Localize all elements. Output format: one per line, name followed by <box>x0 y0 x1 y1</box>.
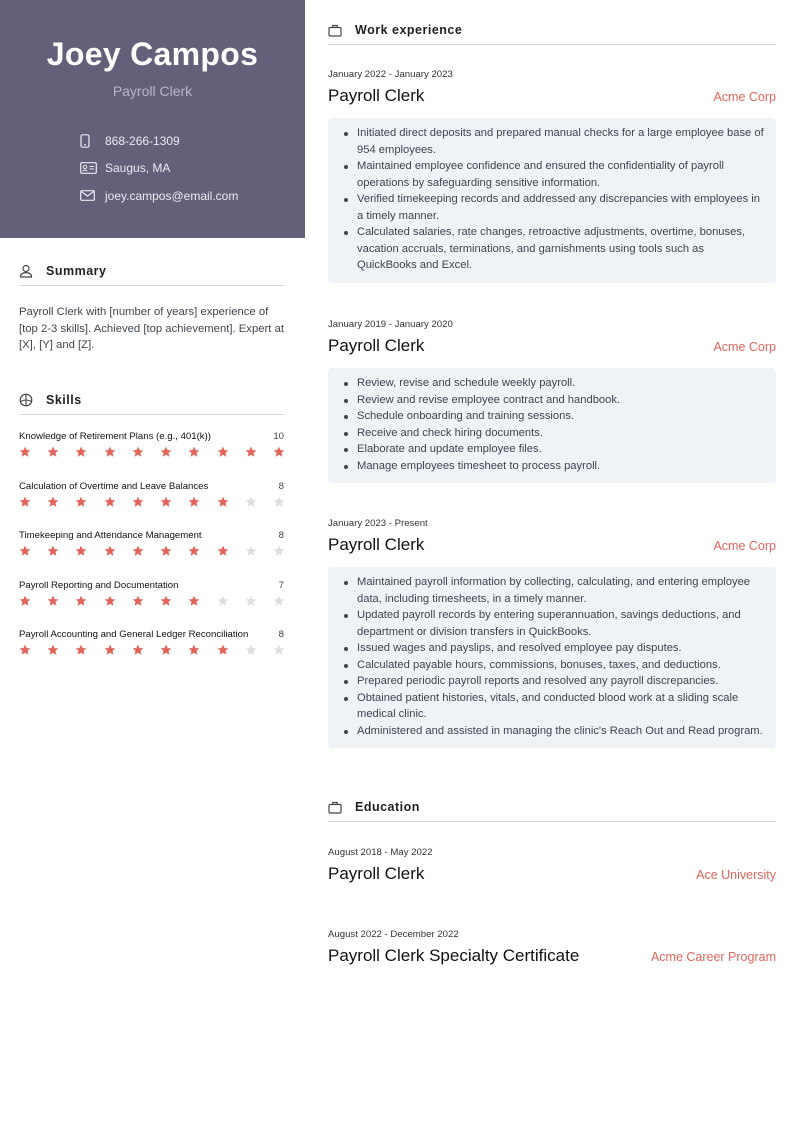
star-icon <box>273 496 285 508</box>
skill-name: Calculation of Overtime and Leave Balances <box>19 480 209 492</box>
id-card-icon <box>80 160 102 176</box>
star-icon <box>75 446 87 458</box>
sidebar <box>0 0 305 1128</box>
location-text: Saugus, MA <box>105 161 171 176</box>
skill-row <box>19 629 285 640</box>
star-icon <box>47 545 59 557</box>
skill-item <box>19 580 285 630</box>
edu-dates: August 2022 - December 2022 <box>328 929 459 940</box>
bullet-item: Prepared periodic payroll reports and resolved any payroll discrepancies. <box>357 673 766 690</box>
bullet-item: Verified timekeeping records and addressed any discrepancies with employees in a timely manner. <box>357 191 766 224</box>
star-icon <box>75 644 87 656</box>
star-icon <box>104 595 116 607</box>
star-icon <box>47 496 59 508</box>
skill-name: Payroll Reporting and Documentation <box>19 579 179 591</box>
star-rating <box>19 595 285 607</box>
contact-phone <box>80 127 305 155</box>
bullet-item: Review, revise and schedule weekly payroll. <box>357 375 766 392</box>
skill-row <box>19 431 285 442</box>
envelope-icon <box>80 188 102 204</box>
contact-email <box>80 182 305 210</box>
job-company: Acme Corp <box>713 340 776 354</box>
work-title: Work experience <box>355 23 463 37</box>
star-icon <box>160 496 172 508</box>
skill-level: 7 <box>278 579 284 591</box>
job-title-row <box>328 535 776 555</box>
globe-icon <box>19 393 37 407</box>
star-icon <box>132 595 144 607</box>
education-section <box>328 800 776 822</box>
star-icon <box>188 595 200 607</box>
star-icon <box>188 644 200 656</box>
profile-header <box>0 0 305 238</box>
skill-name: Knowledge of Retirement Plans (e.g., 401(k)) <box>19 431 211 442</box>
person-name: Joey Campos <box>46 36 259 72</box>
star-icon <box>75 496 87 508</box>
edu-dates: August 2018 - May 2022 <box>328 847 433 858</box>
job-dates: January 2019 - January 2020 <box>328 319 453 330</box>
skills-title: Skills <box>46 393 82 407</box>
education-heading <box>328 800 776 822</box>
star-icon <box>273 644 285 656</box>
bullet-item: Elaborate and update employee files. <box>357 441 766 458</box>
bullet-item: Schedule onboarding and training sessions. <box>357 408 766 425</box>
star-icon <box>19 496 31 508</box>
star-rating <box>19 644 285 656</box>
job-company: Acme Corp <box>713 90 776 104</box>
work-section <box>328 23 776 45</box>
summary-heading <box>19 264 285 286</box>
skill-row <box>19 580 285 591</box>
job-entry <box>328 319 776 483</box>
bullet-item: Obtained patient histories, vitals, and conducted blood work at a sliding scale medical clinic. <box>357 690 766 723</box>
job-dates: January 2022 - January 2023 <box>328 69 453 80</box>
briefcase-icon <box>328 23 346 37</box>
job-dates: January 2023 - Present <box>328 518 428 529</box>
bullet-item: Issued wages and payslips, and resolved employee pay disputes. <box>357 640 766 657</box>
star-icon <box>273 446 285 458</box>
star-icon <box>245 545 257 557</box>
education-entry <box>328 929 776 966</box>
star-icon <box>217 644 229 656</box>
job-title-row <box>328 86 776 106</box>
phone-icon <box>80 133 102 149</box>
star-icon <box>104 446 116 458</box>
contact-list <box>80 127 305 210</box>
star-icon <box>19 644 31 656</box>
star-icon <box>132 644 144 656</box>
edu-title: Payroll Clerk Specialty Certificate <box>328 946 580 965</box>
bullet-item: Review and revise employee contract and handbook. <box>357 392 766 409</box>
star-icon <box>47 644 59 656</box>
person-role: Payroll Clerk <box>112 83 193 99</box>
star-icon <box>273 595 285 607</box>
bullet-item: Calculated payable hours, commissions, bonuses, taxes, and deductions. <box>357 657 766 674</box>
job-entry <box>328 518 776 748</box>
star-icon <box>273 545 285 557</box>
star-icon <box>132 496 144 508</box>
bullet-item: Administered and assisted in managing the clinic's Reach Out and Read program. <box>357 723 766 740</box>
skill-level: 8 <box>278 480 284 492</box>
star-icon <box>47 446 59 458</box>
bullet-item: Manage employees timesheet to process payroll. <box>357 458 766 475</box>
edu-title: Payroll Clerk <box>328 864 425 883</box>
star-icon <box>188 446 200 458</box>
job-title: Payroll Clerk <box>328 336 425 355</box>
skill-name: Payroll Accounting and General Ledger Reconciliation <box>19 629 249 640</box>
star-icon <box>104 545 116 557</box>
star-icon <box>19 545 31 557</box>
skill-level: 10 <box>273 431 284 442</box>
skill-item <box>19 431 285 481</box>
star-icon <box>245 446 257 458</box>
skills-list <box>19 431 285 679</box>
bullet-item: Maintained employee confidence and ensured the confidentiality of payroll operations by safeguarding sensitive information. <box>357 158 766 191</box>
skill-row <box>19 481 285 492</box>
star-icon <box>75 545 87 557</box>
star-rating <box>19 496 285 508</box>
skill-level: 8 <box>278 629 284 640</box>
skills-heading <box>19 393 285 415</box>
phone-text[interactable]: 868-266-1309 <box>105 133 180 148</box>
star-icon <box>245 595 257 607</box>
star-icon <box>217 545 229 557</box>
job-bullets <box>328 118 776 283</box>
summary-section <box>19 264 285 354</box>
job-bullets <box>328 368 776 483</box>
star-icon <box>160 644 172 656</box>
edu-school: Ace University <box>696 868 776 882</box>
job-title: Payroll Clerk <box>328 535 425 554</box>
person-icon <box>19 264 37 278</box>
skill-level: 8 <box>278 530 284 541</box>
skills-section <box>19 393 285 679</box>
star-icon <box>160 595 172 607</box>
star-rating <box>19 545 285 557</box>
job-bullets <box>328 567 776 748</box>
briefcase-icon <box>328 800 346 814</box>
skill-item <box>19 481 285 531</box>
skill-item <box>19 530 285 580</box>
star-icon <box>188 496 200 508</box>
star-icon <box>160 446 172 458</box>
star-icon <box>132 446 144 458</box>
job-title: Payroll Clerk <box>328 86 425 105</box>
edu-title-row <box>328 864 776 884</box>
email-link[interactable]: joey.campos@email.com <box>105 188 239 203</box>
summary-title: Summary <box>46 264 107 278</box>
star-icon <box>217 595 229 607</box>
contact-location <box>80 155 305 183</box>
bullet-item: Maintained payroll information by collecting, calculating, and entering employee data, including timesheets, in a timely manner. <box>357 574 766 607</box>
skill-row <box>19 530 285 541</box>
star-icon <box>19 446 31 458</box>
skill-name: Timekeeping and Attendance Management <box>19 530 202 541</box>
star-icon <box>217 446 229 458</box>
skill-item <box>19 629 285 679</box>
job-title-row <box>328 336 776 356</box>
bullet-item: Receive and check hiring documents. <box>357 425 766 442</box>
star-rating <box>19 446 285 458</box>
star-icon <box>188 545 200 557</box>
work-heading <box>328 23 776 45</box>
star-icon <box>132 545 144 557</box>
bullet-item: Initiated direct deposits and prepared manual checks for a large employee base of 954 employees. <box>357 125 766 158</box>
star-icon <box>245 496 257 508</box>
edu-title-row <box>328 946 776 966</box>
education-entry <box>328 847 776 884</box>
star-icon <box>75 595 87 607</box>
star-icon <box>47 595 59 607</box>
edu-school: Acme Career Program <box>650 950 776 964</box>
star-icon <box>104 496 116 508</box>
education-title: Education <box>355 800 420 814</box>
star-icon <box>160 545 172 557</box>
bullet-item: Calculated salaries, rate changes, retroactive adjustments, overtime, bonuses, vacation accruals, terminations, and garnishments using tools such as QuickBooks and Excel. <box>357 224 766 274</box>
star-icon <box>19 595 31 607</box>
summary-text: Payroll Clerk with [number of years] experience of [top 2-3 skills]. Achieved [top achievement]. Expert at [X], [Y] and [Z]. <box>19 306 284 352</box>
star-icon <box>217 496 229 508</box>
bullet-item: Updated payroll records by entering superannuation, savings deductions, and department or division transfers in QuickBooks. <box>357 607 766 640</box>
job-company: Acme Corp <box>713 539 776 553</box>
star-icon <box>245 644 257 656</box>
star-icon <box>104 644 116 656</box>
job-entry <box>328 69 776 283</box>
